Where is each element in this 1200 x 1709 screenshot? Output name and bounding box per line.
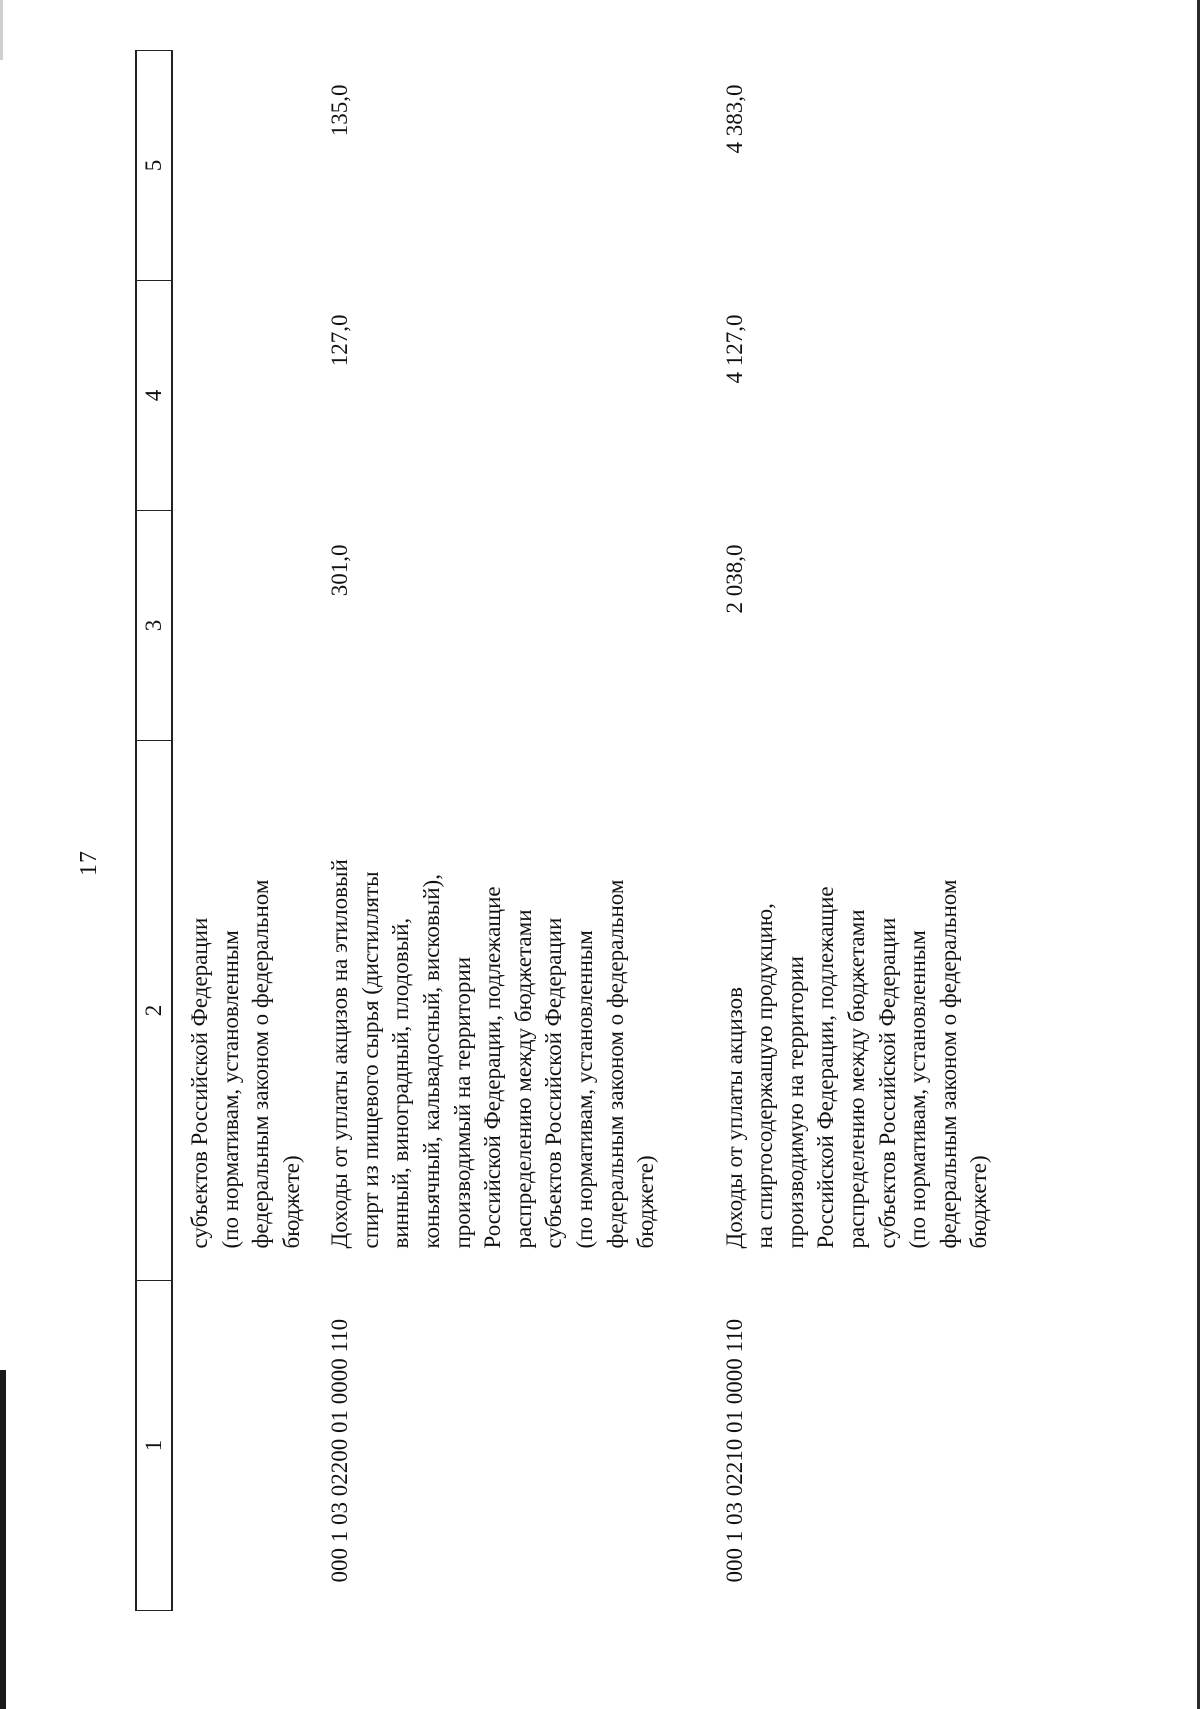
cell-col4 — [172, 281, 307, 511]
budget-revenue-table — [135, 50, 1039, 1611]
column-header-5: 5 — [136, 51, 172, 281]
cell-col4: 127,0 — [327, 314, 353, 367]
cell-col4: 4 127,0 — [721, 314, 747, 384]
revenue-name-text: Доходы от уплаты акцизов на этиловый спирт из пищевого сырья (дистилляты винный, виноградный, плодовый, коньячный, кальвадосный, висковый), производимый на территории Российской Федерации, подлежащие распределению между бюджетами субъектов Российской Федерации (по нормативам, установленным федеральным законом о федеральном бюджете) — [327, 859, 659, 1249]
page-number: 17 — [76, 850, 102, 876]
table-row-continuation — [172, 51, 307, 1611]
cell-col5: 135,0 — [327, 84, 353, 137]
cell-col3 — [172, 511, 307, 741]
cell-name — [172, 741, 307, 1281]
cell-col3: 2 038,0 — [721, 544, 747, 614]
cell-code — [172, 1281, 307, 1611]
cell-col5 — [172, 51, 307, 281]
revenue-name-text: субъектов Российской Федерации (по нормативам, установленным федеральным законом о федеральном бюджете) — [187, 879, 304, 1249]
column-header-4: 4 — [136, 281, 172, 511]
cell-name — [702, 741, 1039, 1281]
cell-code: 000 1 03 02210 01 0000 110 — [721, 1318, 747, 1583]
table-row — [307, 51, 701, 1611]
column-header-3: 3 — [136, 511, 172, 741]
table-row — [702, 51, 1039, 1611]
cell-name — [307, 741, 701, 1281]
column-header-1: 1 — [136, 1281, 172, 1611]
column-header-2: 2 — [136, 741, 172, 1281]
cell-col3: 301,0 — [327, 544, 353, 597]
revenue-name-text: Доходы от уплаты акцизов на спиртосодержащую продукцию, производимую на территории Российской Федерации, подлежащие распределению между бюджетами субъектов Российской Федерации (по нормативам, установленным федеральным законом о федеральном бюджете) — [721, 879, 992, 1249]
table-header-row — [136, 51, 172, 1611]
cell-col5: 4 383,0 — [721, 84, 747, 154]
cell-code: 000 1 03 02200 01 0000 110 — [327, 1318, 353, 1583]
